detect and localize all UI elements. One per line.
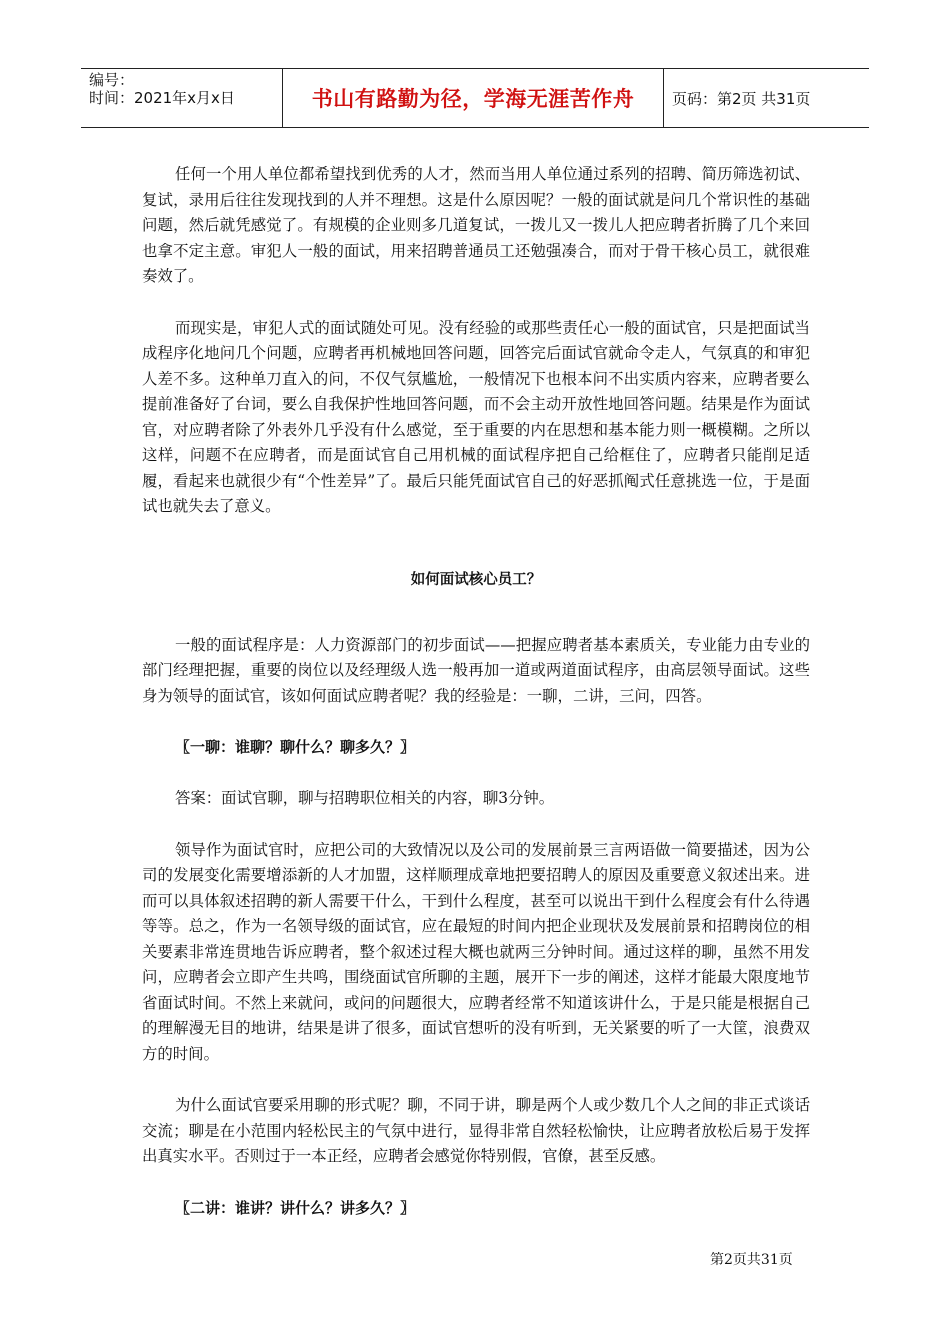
document-time-label: 时间：2021年x月x日 [89, 89, 235, 107]
answer-line: 答案：面试官聊，聊与招聘职位相关的内容，聊3分钟。 [175, 789, 555, 807]
page-header [81, 68, 869, 128]
header-page-number: 页码：第2页 共31页 [672, 89, 811, 108]
body-paragraph: 为什么面试官要采用聊的形式呢？聊，不同于讲，聊是两个人或少数几个人之间的非正式谈话交流；聊是在小范围内轻松民主的气氛中进行，显得非常自然轻松愉快，让应聘者放松后易于发挥出真实水平。否则过于一本正经，应聘者会感觉你特别假，官僚，甚至反感。 [142, 1096, 810, 1165]
header-motto: 书山有路勤为径，学海无涯苦作舟 [283, 69, 664, 127]
section-heading: 如何面试核心员工？ [410, 571, 542, 588]
subsection-heading: 〖二讲：谁讲？讲什么？讲多久？〗 [175, 1198, 416, 1217]
header-meta-cell [81, 69, 283, 127]
body-paragraph: 任何一个用人单位都希望找到优秀的人才，然而当用人单位通过系列的招聘、简历筛选初试、复试，录用后往往发现找到的人并不理想。这是什么原因呢？一般的面试就是问几个常识性的基础问题，然后就凭感觉了。有规模的企业则多几道复试，一拨儿又一拨儿人把应聘者折腾了几个来回也拿不定主意。审犯人一般的面试，用来招聘普通员工还勉强凑合，而对于骨干核心员工，就很难奏效了。 [142, 165, 810, 285]
body-paragraph: 领导作为面试官时，应把公司的大致情况以及公司的发展前景三言两语做一简要描述，因为公司的发展变化需要增添新的人才加盟，这样顺理成章地把要招聘人的原因及重要意义叙述出来。进而可以具体叙述招聘的新人需要干什么，干到什么程度，甚至可以说出干到什么程度会有什么待遇等等。总之，作为一名领导级的面试官，应在最短的时间内把企业现状及发展前景和招聘岗位的相关要素非常连贯地告诉应聘者，整个叙述过程大概也就两三分钟时间。通过这样的聊，虽然不用发问，应聘者会立即产生共鸣，围绕面试官所聊的主题，展开下一步的阐述，这样才能最大限度地节省面试时间。不然上来就问，或问的问题很大，应聘者经常不知道该讲什么，于是只能是根据自己的理解漫无目的地讲，结果是讲了很多，面试官想听的没有听到，无关紧要的听了一大筐，浪费双方的时间。 [142, 840, 810, 1063]
body-paragraph: 而现实是，审犯人式的面试随处可见。没有经验的或那些责任心一般的面试官，只是把面试当成程序化地问几个问题，应聘者再机械地回答问题，回答完后面试官就命令走人，气氛真的和审犯人差不多。这种单刀直入的问，不仅气氛尴尬，一般情况下也根本问不出实质内容来，应聘者要么提前准备好了台词，要么自我保护性地回答问题，而不会主动开放性地回答问题。结果是作为面试官，对应聘者除了外表外几乎没有什么感觉，至于重要的内在思想和基本能力则一概模糊。之所以这样，问题不在应聘者，而是面试官自己用机械的面试程序把自己给框住了，应聘者只能削足适履，看起来也就很少有“个性差异”了。最后只能凭面试官自己的好恶抓阄式任意挑选一位，于是面试也就失去了意义。 [142, 318, 810, 515]
document-body [142, 162, 810, 1247]
document-number-label: 编号： [89, 71, 135, 89]
body-paragraph: 一般的面试程序是：人力资源部门的初步面试——把握应聘者基本素质关，专业能力由专业的部门经理把握，重要的岗位以及经理级人选一般再加一道或两道面试程序，由高层领导面试。这些身为领导的面试官，该如何面试应聘者呢？我的经验是：一聊，二讲，三问，四答。 [142, 635, 810, 705]
subsection-heading: 〖一聊：谁聊？聊什么？聊多久？〗 [175, 738, 416, 756]
page-footer: 第2页共31页 [710, 1252, 793, 1268]
